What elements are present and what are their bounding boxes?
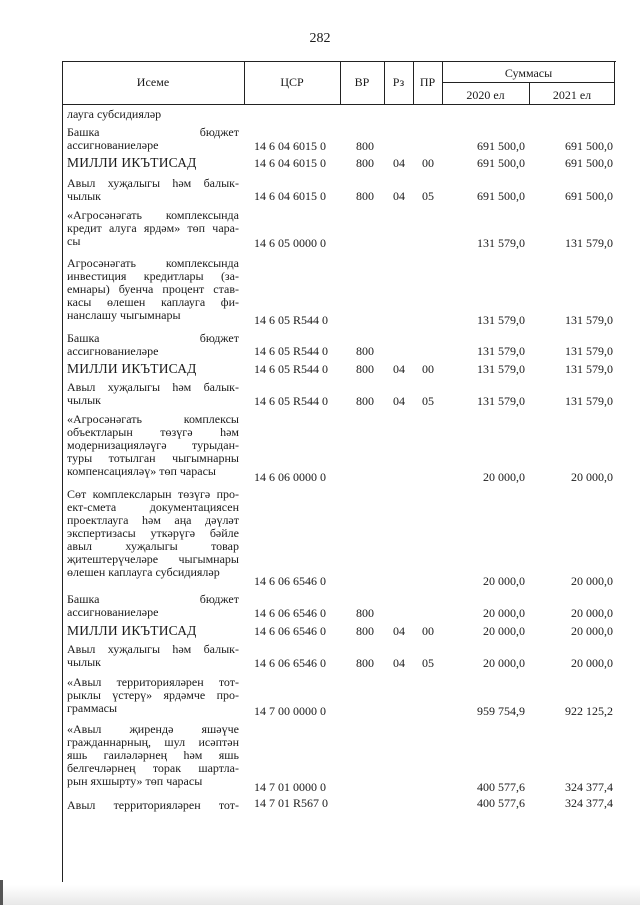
table-cell-2021: 131 579,0 bbox=[565, 313, 613, 327]
table-cell-vr: 800 bbox=[356, 344, 374, 358]
table-cell-2021: 922 125,2 bbox=[565, 704, 613, 718]
table-row-name: Башка бюджет ассигнованиеләре bbox=[67, 125, 239, 152]
table-cell-2021: 691 500,0 bbox=[565, 139, 613, 153]
scan-bottom-edge bbox=[0, 885, 640, 905]
table-cell-csr: 14 6 06 0000 0 bbox=[254, 470, 326, 484]
table-cell-pr: 00 bbox=[422, 362, 434, 376]
table-row-name: МИЛЛИ ИКЪТИСАД bbox=[67, 155, 197, 170]
table-cell-2020: 691 500,0 bbox=[477, 139, 525, 153]
table-cell-csr: 14 7 00 0000 0 bbox=[254, 704, 326, 718]
table-cell-vr: 800 bbox=[356, 156, 374, 170]
table-cell-pr: 05 bbox=[422, 394, 434, 408]
table-row-name: Башка бюджет ассигнованиеләре bbox=[67, 331, 239, 358]
table-cell-csr: 14 6 05 R544 0 bbox=[254, 394, 329, 408]
table-cell-csr: 14 6 06 6546 0 bbox=[254, 624, 326, 638]
table-cell-vr: 800 bbox=[356, 362, 374, 376]
table-cell-2020: 131 579,0 bbox=[477, 313, 525, 327]
table-row-name: Авыл территорияләрен тот- bbox=[67, 798, 239, 812]
table-cell-2020: 20 000,0 bbox=[483, 470, 525, 484]
table-cell-2020: 400 577,6 bbox=[477, 780, 525, 794]
table-cell-2020: 20 000,0 bbox=[483, 574, 525, 588]
table-row-name: «Авыл территорияләрен тот- рыклы үстерү» ярдәмче про- граммасы bbox=[67, 675, 239, 715]
table-row-name: Башка бюджет ассигнованиеләре bbox=[67, 592, 239, 619]
table-cell-2020: 20 000,0 bbox=[483, 606, 525, 620]
table-cell-2020: 20 000,0 bbox=[483, 624, 525, 638]
table-row-name: Авыл хуҗалыгы һәм балык- чылык bbox=[67, 176, 239, 203]
table-cell-rz: 04 bbox=[393, 656, 405, 670]
scan-left-edge bbox=[0, 880, 3, 905]
table-cell-csr: 14 6 04 6015 0 bbox=[254, 189, 326, 203]
table-cell-2021: 324 377,4 bbox=[565, 780, 613, 794]
table-cell-csr: 14 6 04 6015 0 bbox=[254, 139, 326, 153]
table-row-name: Авыл хуҗалыгы һәм балык- чылык bbox=[67, 380, 239, 407]
table-cell-vr: 800 bbox=[356, 139, 374, 153]
header-2021: 2021 ел bbox=[552, 88, 592, 102]
table-cell-csr: 14 6 06 6546 0 bbox=[254, 656, 326, 670]
table-cell-pr: 05 bbox=[422, 656, 434, 670]
table-row-name: МИЛЛИ ИКЪТИСАД bbox=[67, 361, 197, 376]
table-cell-csr: 14 7 01 R567 0 bbox=[254, 796, 329, 810]
table-cell-2020: 131 579,0 bbox=[477, 344, 525, 358]
table-cell-2021: 131 579,0 bbox=[565, 394, 613, 408]
table-cell-2021: 20 000,0 bbox=[571, 470, 613, 484]
table-cell-csr: 14 6 04 6015 0 bbox=[254, 156, 326, 170]
table-cell-vr: 800 bbox=[356, 624, 374, 638]
table-cell-rz: 04 bbox=[393, 394, 405, 408]
table-cell-2021: 20 000,0 bbox=[571, 574, 613, 588]
table-cell-2020: 131 579,0 bbox=[477, 394, 525, 408]
table-cell-rz: 04 bbox=[393, 362, 405, 376]
table-cell-rz: 04 bbox=[393, 189, 405, 203]
table-row-name: «Агросәнәгать комплексы объектларын төзүгә һәм модернизацияләүгә турыдан- туры тотылган чыгымнарны компенсацияләү» төп чарасы bbox=[67, 412, 239, 478]
table-cell-vr: 800 bbox=[356, 606, 374, 620]
table-cell-vr: 800 bbox=[356, 189, 374, 203]
header-rz: Рз bbox=[392, 75, 405, 89]
table-cell-2021: 691 500,0 bbox=[565, 156, 613, 170]
table-cell-csr: 14 7 01 0000 0 bbox=[254, 780, 326, 794]
table-cell-2020: 691 500,0 bbox=[477, 189, 525, 203]
table-row-name: Авыл хуҗалыгы һәм балык- чылык bbox=[67, 642, 239, 669]
table-cell-2020: 400 577,6 bbox=[477, 796, 525, 810]
table-cell-rz: 04 bbox=[393, 156, 405, 170]
table-cell-2021: 20 000,0 bbox=[571, 606, 613, 620]
table-cell-2021: 20 000,0 bbox=[571, 656, 613, 670]
table-cell-2020: 691 500,0 bbox=[477, 156, 525, 170]
table-cell-2021: 324 377,4 bbox=[565, 796, 613, 810]
table-cell-2020: 131 579,0 bbox=[477, 236, 525, 250]
page-number: 282 bbox=[309, 31, 331, 46]
table-cell-pr: 00 bbox=[422, 156, 434, 170]
table-cell-pr: 00 bbox=[422, 624, 434, 638]
table-row-name: МИЛЛИ ИКЪТИСАД bbox=[67, 623, 197, 638]
table-cell-2021: 691 500,0 bbox=[565, 189, 613, 203]
table-cell-2020: 959 754,9 bbox=[477, 704, 525, 718]
header-csr: ЦСР bbox=[280, 75, 304, 89]
header-sums: Суммасы bbox=[504, 66, 553, 80]
table-cell-2021: 131 579,0 bbox=[565, 344, 613, 358]
table-cell-vr: 800 bbox=[356, 656, 374, 670]
header-vr: ВР bbox=[354, 75, 370, 89]
table-cell-csr: 14 6 06 6546 0 bbox=[254, 606, 326, 620]
table-row-name: «Агросәнәгать комплексында кредит алуга ярдәм» төп чара- сы bbox=[67, 208, 239, 248]
table-cell-csr: 14 6 05 R544 0 bbox=[254, 362, 329, 376]
header-name: Исеме bbox=[136, 75, 170, 89]
table-cell-2021: 131 579,0 bbox=[565, 236, 613, 250]
header-pr: ПР bbox=[419, 75, 436, 89]
table-cell-vr: 800 bbox=[356, 394, 374, 408]
table-row-name: лауга субсидияләр bbox=[67, 107, 162, 121]
table-cell-csr: 14 6 06 6546 0 bbox=[254, 574, 326, 588]
table-cell-csr: 14 6 05 0000 0 bbox=[254, 236, 326, 250]
table-cell-pr: 05 bbox=[422, 189, 434, 203]
header-2020: 2020 ел bbox=[466, 88, 505, 102]
table-cell-csr: 14 6 05 R544 0 bbox=[254, 344, 329, 358]
table-cell-rz: 04 bbox=[393, 624, 405, 638]
table-cell-2021: 131 579,0 bbox=[565, 362, 613, 376]
table-row-name: Сөт комплексларын төзүгә про- ект-смета документациясен проектлауга һәм аңа дәүләт экспертизасы уткәрүгә бәйле авыл хуҗалыгы товар җитештерүчеләре чыгымнары өлешен каплауга субсидияләр bbox=[67, 487, 239, 579]
header-bottom-line bbox=[62, 104, 615, 105]
table-row-name: «Авыл җирендә яшәүче гражданнарның, шул исәптән яшь гаиләләрнең һәм яшь белгечләрнең торак шартла- рын яхшырту» төп чарасы bbox=[67, 722, 239, 788]
table-row-name: Агросәнәгать комплексында инвестиция кредитлары (за- емнары) буенча процент став- касы өлешен каплауга фи- нанслашу чыгымнары bbox=[67, 256, 239, 322]
table-cell-2020: 20 000,0 bbox=[483, 656, 525, 670]
table-cell-2021: 20 000,0 bbox=[571, 624, 613, 638]
table-cell-csr: 14 6 05 R544 0 bbox=[254, 313, 329, 327]
table-cell-2020: 131 579,0 bbox=[477, 362, 525, 376]
